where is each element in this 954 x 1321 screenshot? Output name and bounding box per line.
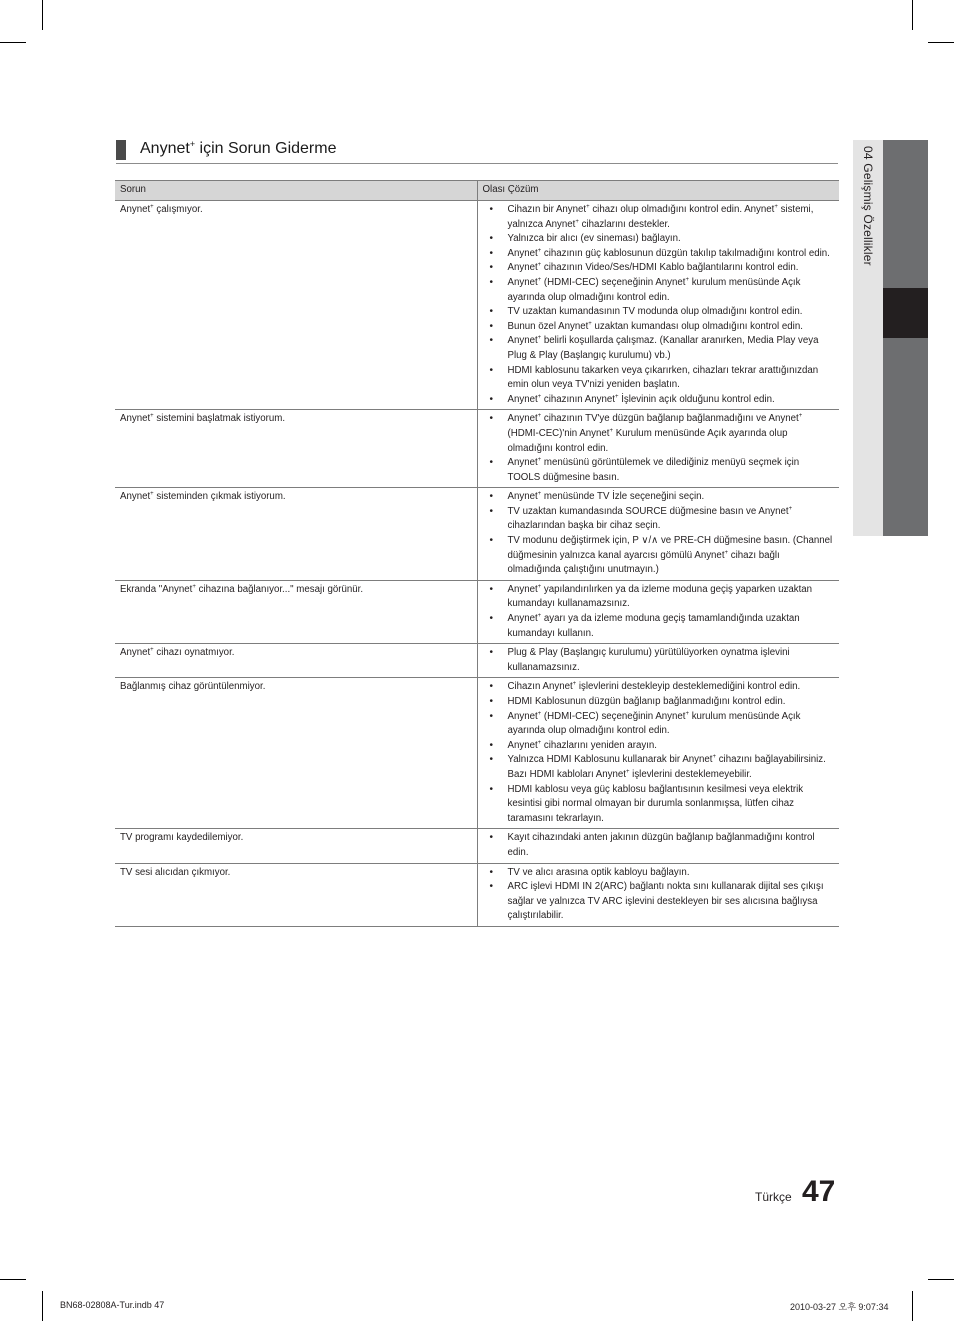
solution-cell [477,829,839,863]
solution-item: • Anynet+ cihazının Anynet+ İşlevinin açık olduğunu kontrol edin. [483,393,835,408]
crop-mark [42,1291,43,1321]
page-number: 47 [802,1175,836,1208]
table-row [115,644,839,678]
solution-cell [477,488,839,581]
crop-mark [928,1279,954,1280]
chapter-label: 04 Gelişmiş Özellikler [861,146,875,266]
table-row [115,488,839,581]
section-title-text: Anynet+ için Sorun Giderme [140,139,337,157]
solution-item: • Anynet+ (HDMI-CEC) seçeneğinin Anynet+ kurulum menüsünde Açık ayarında olup olmadığını kontrol edin. [483,710,835,739]
solution-item: • Bunun özel Anynet+ uzaktan kumandası olup olmadığını kontrol edin. [483,320,835,335]
section-heading [116,139,838,164]
solution-item: • HDMI Kablosunun düzgün bağlanıp bağlanmadığını kontrol edin. [483,695,835,710]
heading-marker [116,140,126,160]
issue-cell: Anynet+ sisteminden çıkmak istiyorum. [115,488,477,581]
solution-item: • Anynet+ menüsünü görüntülemek ve dilediğiniz menüyü seçmek için TOOLS düğmesine basın. [483,456,835,485]
footer-file: BN68-02808A-Tur.indb 47 [60,1300,165,1310]
solution-item: • Anynet+ ayarı ya da izleme moduna geçiş tamamlandığında uzaktan kumandayı kullanın. [483,612,835,641]
solution-list [483,412,835,485]
solution-item: • TV uzaktan kumandasında SOURCE düğmesine basın ve Anynet+ cihazlarından başka bir cihaz seçin. [483,505,835,534]
header-issue: Sorun [115,181,477,201]
solution-item: • TV modunu değiştirmek için, P ∨/∧ ve PRE-CH düğmesine basın. (Channel düğmesinin yalnızca kanal ayarcısı gömülü Anynet+ cihazı bağlı olmadığında çalıştığını unutmayın.) [483,534,835,578]
solution-item: • TV ve alıcı arasına optik kabloyu bağlayın. [483,866,835,881]
tab-block [883,140,928,288]
table-row [115,201,839,410]
solution-item: • Plug & Play (Başlangıç kurulumu) yürütülüyorken oynatma işlevini kullanamazsınız. [483,646,835,675]
issue-cell: Anynet+ çalışmıyor. [115,201,477,410]
header-solution: Olası Çözüm [477,181,839,201]
table-row [115,678,839,829]
solution-item: • Anynet+ cihazının TV'ye düzgün bağlanıp bağlanmadığını ve Anynet+ (HDMI-CEC)'nin Anynet+ Kurulum menüsünde Açık ayarında olup olmadığını kontrol edin. [483,412,835,456]
solution-list [483,490,835,578]
crop-mark [928,42,954,43]
solution-item: • Anynet+ menüsünde TV İzle seçeneğini seçin. [483,490,835,505]
issue-cell: TV programı kaydedilemiyor. [115,829,477,863]
chapter-side-tab [853,140,928,536]
solution-item: • HDMI kablosunu takarken veya çıkarırken, cihazları tekrar arattığınızdan emin olun veya TV'nizi yeniden başlatın. [483,364,835,393]
tab-block-active [883,288,928,338]
solution-item: • Anynet+ belirli koşullarda çalışmaz. (Kanallar aranırken, Media Play veya Plug & Play (Başlangıç kurulumu) vb.) [483,334,835,363]
solution-item: • Anynet+ cihazlarını yeniden arayın. [483,739,835,754]
crop-mark [912,1291,913,1321]
solution-cell [477,863,839,926]
crop-mark [0,42,26,43]
solution-cell [477,410,839,488]
table-row [115,410,839,488]
issue-cell: Anynet+ cihazı oynatmıyor. [115,644,477,678]
solution-cell [477,580,839,643]
solution-item: • Anynet+ yapılandırılırken ya da izleme moduna geçiş yaparken uzaktan kumandayı kullanamazsınız. [483,583,835,612]
issue-cell: Ekranda "Anynet+ cihazına bağlanıyor..." mesajı görünür. [115,580,477,643]
solution-item: • HDMI kablosu veya güç kablosu bağlantısının kesilmesi veya elektrik kesintisi gibi normal olmayan bir durumla sonlanmışsa, lütfen cihaz taramasını tekrarlayın. [483,783,835,827]
footer-datetime: 2010-03-27 오후 9:07:34 [790,1302,889,1312]
troubleshooting-table [115,180,839,927]
issue-cell: Anynet+ sistemini başlatmak istiyorum. [115,410,477,488]
table-row [115,580,839,643]
crop-mark [0,1279,26,1280]
solution-item: • Yalnızca bir alıcı (ev sineması) bağlayın. [483,232,835,247]
table-row [115,829,839,863]
solution-item: • Yalnızca HDMI Kablosunu kullanarak bir Anynet+ cihazını bağlayabilirsiniz. Bazı HDMI kabloları Anynet+ işlevlerini desteklemeyebilir. [483,753,835,782]
solution-cell [477,201,839,410]
issue-cell: TV sesi alıcıdan çıkmıyor. [115,863,477,926]
solution-list [483,646,835,675]
solution-item: • Anynet+ (HDMI-CEC) seçeneğinin Anynet+ kurulum menüsünde Açık ayarında olup olmadığını kontrol edin. [483,276,835,305]
solution-item: • Cihazın Anynet+ işlevlerini destekleyip desteklemediğini kontrol edin. [483,680,835,695]
solution-item: • Anynet+ cihazının güç kablosunun düzgün takılıp takılmadığını kontrol edin. [483,247,835,262]
solution-cell [477,644,839,678]
solution-item: • TV uzaktan kumandasının TV modunda olup olmadığını kontrol edin. [483,305,835,320]
issue-cell: Bağlanmış cihaz görüntülenmiyor. [115,678,477,829]
solution-item: • Cihazın bir Anynet+ cihazı olup olmadığını kontrol edin. Anynet+ sistemi, yalnızca Anynet+ cihazlarını destekler. [483,203,835,232]
page-language: Türkçe [755,1190,792,1204]
crop-mark [42,0,43,30]
solution-list [483,680,835,826]
solution-cell [477,678,839,829]
solution-item: • ARC işlevi HDMI IN 2(ARC) bağlantı nokta sını kullanarak dijital ses çıkışı sağlar ve yalnızca TV ARC işlevini destekleyen bir ses alıcısına bağlıysa çalıştırılabilir. [483,880,835,924]
solution-item: • Anynet+ cihazının Video/Ses/HDMI Kablo bağlantılarını kontrol edin. [483,261,835,276]
crop-mark [912,0,913,30]
table-row [115,863,839,926]
tab-block [883,338,928,536]
solution-list [483,866,835,924]
solution-list [483,583,835,641]
solution-list [483,831,835,860]
solution-list [483,203,835,407]
solution-item: • Kayıt cihazındaki anten jakının düzgün bağlanıp bağlanmadığını kontrol edin. [483,831,835,860]
table-header-row [115,181,839,201]
